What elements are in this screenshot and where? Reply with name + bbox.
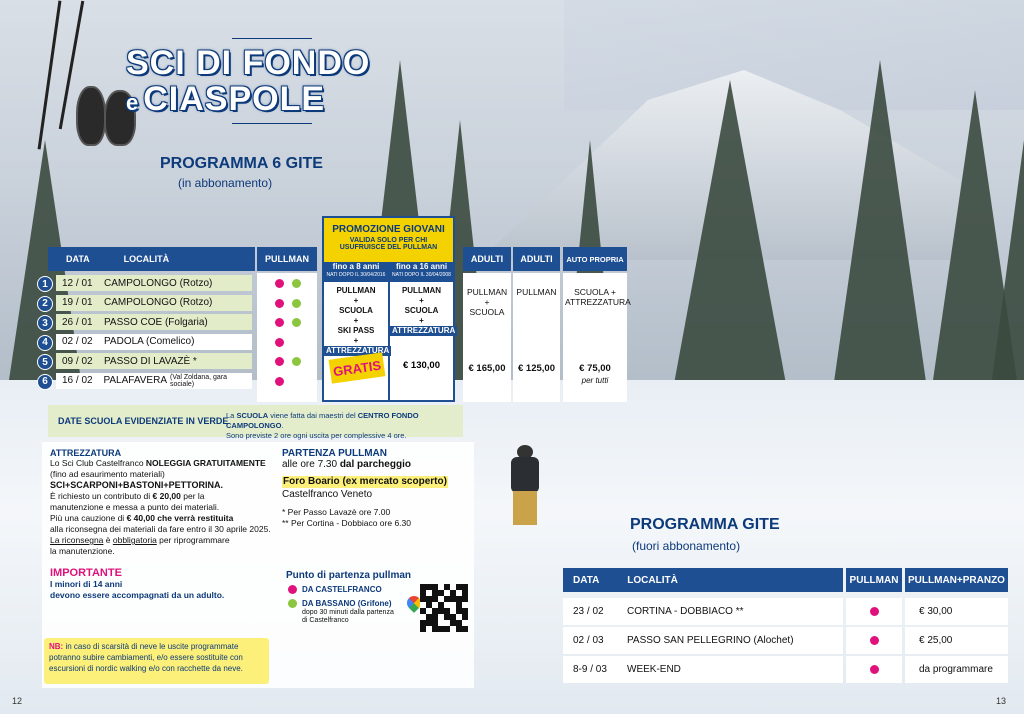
pullman-dot xyxy=(870,665,879,674)
page-number-right: 13 xyxy=(996,696,1007,706)
pullman-dot xyxy=(275,299,284,308)
nb-note xyxy=(44,638,269,684)
school-dot xyxy=(292,318,301,327)
row-date: 26 / 01 xyxy=(62,316,93,328)
table-row xyxy=(56,275,252,291)
plus: + xyxy=(353,316,359,325)
row-place: PASSO SAN PELLEGRINO (Alochet) xyxy=(627,635,794,646)
importante-l1: I minori di 14 anni xyxy=(50,579,123,589)
row-number-badge: 3 xyxy=(37,315,53,331)
price-cell: da programmare xyxy=(905,656,1008,683)
attrezzatura-title: ATTREZZATURA xyxy=(50,448,122,458)
partenza-title: PARTENZA PULLMAN xyxy=(282,448,387,459)
auto-price-note: per tutti xyxy=(581,376,609,385)
nr-line2: Sono previste 2 ore ogni uscita per complessive 4 ore. xyxy=(226,431,407,440)
importante-title: IMPORTANTE xyxy=(50,567,122,579)
promo-col1-l1: PULLMAN xyxy=(336,286,376,295)
promo-col1-l2: SCUOLA xyxy=(339,306,373,315)
row-date: 8-9 / 03 xyxy=(573,664,607,675)
school-note-left: DATE SCUOLA EVIDENZIATE IN VERDE xyxy=(58,416,229,426)
school-note-bar xyxy=(48,405,463,440)
attr-l2: (fino ad esaurimento materiali) xyxy=(50,469,165,479)
promo-sub2: USUFRUISCE DEL PULLMAN xyxy=(339,244,438,251)
adulti1-body: PULLMAN + SCUOLA xyxy=(467,287,508,317)
gratis-badge: GRATIS xyxy=(329,352,386,383)
nr-b1: SCUOLA xyxy=(236,411,269,420)
punto-p1-text: DA CASTELFRANCO xyxy=(302,585,382,594)
row-date: 12 / 01 xyxy=(62,277,93,289)
adulti2-column xyxy=(513,273,560,402)
partenza-section xyxy=(282,448,472,529)
header-pullman: PULLMAN xyxy=(257,247,317,271)
title-conj: e xyxy=(126,90,140,115)
adulti1-column xyxy=(463,273,511,402)
row-place: PASSO DI LAVAZÈ * xyxy=(104,355,197,367)
school-dot xyxy=(292,299,301,308)
pullman-column xyxy=(257,273,317,402)
header-adulti2: ADULTI xyxy=(513,247,560,271)
header-adulti1: ADULTI xyxy=(463,247,511,271)
auto-price: € 75,00 xyxy=(579,363,611,374)
pullman-cell xyxy=(846,627,902,654)
row-place-note: (Val Zoldana, gara sociale) xyxy=(169,373,228,388)
promo-col2-header xyxy=(390,262,453,282)
pink-dot xyxy=(288,585,297,594)
programma-gite-title: PROGRAMMA GITE xyxy=(630,516,780,533)
nr-b2: CENTRO FONDO CAMPOLONGO xyxy=(226,411,419,430)
row-date: 02 / 02 xyxy=(62,336,93,347)
row-place: WEEK-END xyxy=(627,664,681,675)
pullman-dot xyxy=(275,377,284,386)
row-number-badge: 1 xyxy=(37,276,53,292)
page-number-left: 12 xyxy=(12,696,23,706)
row-date: 02 / 03 xyxy=(573,635,604,646)
skier-figure xyxy=(505,445,545,525)
attr-l4-post: per la xyxy=(180,491,205,501)
attr-l5: manutenzione e messa a punto dei materiali. xyxy=(50,502,220,512)
punto-p2-rest: (Grifone) xyxy=(355,599,392,608)
promo-col1-body xyxy=(324,286,388,356)
partenza-l4: * Per Passo Lavazè ore 7.00 xyxy=(282,507,391,517)
partenza-l1-pre: alle ore 7.30 xyxy=(282,459,340,470)
pullman-cell xyxy=(846,598,902,625)
partenza-l3: Castelfranco Veneto xyxy=(282,489,373,500)
row-place: CAMPOLONGO (Rotzo) xyxy=(104,297,213,308)
attr-l8 xyxy=(50,535,290,546)
t2-header-pullman: PULLMAN xyxy=(846,568,902,592)
pullman-dot xyxy=(870,636,879,645)
promo-col2-l3: ATTREZZATURA xyxy=(392,326,456,335)
pullman-dot xyxy=(870,607,879,616)
adulti2-price: € 125,00 xyxy=(518,363,555,374)
importante-l2: devono essere accompagnati da un adulto. xyxy=(50,590,225,600)
table-row xyxy=(563,598,843,625)
plus: + xyxy=(353,336,359,345)
promo-title: PROMOZIONE GIOVANI xyxy=(332,224,445,235)
pullman-dot xyxy=(275,338,284,347)
nb-text: in caso di scarsità di neve le uscite programmate potranno subire cambiamenti, e/o essere sostituite con escursioni di nordic walking e/o con racchette da neve. xyxy=(49,642,243,673)
pullman-cell xyxy=(846,656,902,683)
t2-header-localita: LOCALITÀ xyxy=(627,574,678,586)
row-date: 09 / 02 xyxy=(62,355,93,367)
school-dot xyxy=(292,357,301,366)
attr-l8-u2: obbligatoria xyxy=(112,535,157,545)
title-rule xyxy=(232,123,312,124)
page-title-line1: SCI DI FONDO xyxy=(126,44,371,82)
header-auto: AUTO PROPRIA xyxy=(563,247,627,271)
plus: + xyxy=(419,316,424,325)
attr-l8-u1: La riconsegna xyxy=(50,535,104,545)
attr-l1-pre: Lo Sci Club Castelfranco xyxy=(50,458,146,468)
row-date: 23 / 02 xyxy=(573,606,604,617)
nr-pre: La xyxy=(226,411,237,420)
attr-l6-bold: € 40,00 che verrà restituita xyxy=(126,513,234,523)
promo-header xyxy=(324,218,453,262)
title-rule xyxy=(232,38,312,39)
programma6-subtitle: (in abbonamento) xyxy=(178,176,273,190)
row-number-badge: 5 xyxy=(37,354,53,370)
nr-end: . xyxy=(281,421,284,430)
table1-header xyxy=(48,247,255,271)
row-date: 19 / 01 xyxy=(62,297,93,308)
promo-col2-l1: PULLMAN xyxy=(401,286,442,295)
punto-p2-note2: di Castelfranco xyxy=(302,617,349,624)
title-line2-text: CIASPOLE xyxy=(143,80,326,118)
attr-l4 xyxy=(50,491,290,502)
partenza-l5: ** Per Cortina - Dobbiaco ore 6.30 xyxy=(282,518,411,528)
promo-col2-label: fino a 16 anni xyxy=(395,262,448,271)
header-localita: LOCALITÀ xyxy=(123,254,170,264)
promo-col2-note: NATI DOPO IL 30/04/2008 xyxy=(392,272,451,278)
attr-l7: alla riconsegna dei materiali da fare entro il 30 aprile 2025. xyxy=(50,524,271,534)
page-title-line2 xyxy=(126,80,325,119)
table-row xyxy=(56,314,252,330)
pullman-dot xyxy=(275,318,284,327)
row-place: PASSO COE (Folgaria) xyxy=(104,316,208,328)
t2-header-data: DATA xyxy=(573,574,600,586)
row-number-badge: 4 xyxy=(37,335,53,351)
school-note-right xyxy=(226,411,456,441)
attr-l8-mid: è xyxy=(103,535,113,545)
nr-mid: viene fatta dai maestri del xyxy=(268,411,358,420)
table-row xyxy=(56,295,252,311)
row-number-badge: 2 xyxy=(37,296,53,312)
row-place: CAMPOLONGO (Rotzo) xyxy=(104,277,213,289)
pullman-dot xyxy=(275,279,284,288)
table2-header xyxy=(563,568,843,592)
attr-l1-bold: NOLEGGIA GRATUITAMENTE xyxy=(145,458,266,468)
promo-col2-l2: SCUOLA xyxy=(404,306,439,315)
promo-col1-l4: ATTREZZATURA xyxy=(326,346,390,355)
promo-col1-l3: SKI PASS xyxy=(337,326,375,335)
row-date: 16 / 02 xyxy=(62,375,93,386)
price-cell: € 30,00 xyxy=(905,598,1008,625)
snowshoe-icon xyxy=(76,86,106,146)
header-data: DATA xyxy=(66,254,90,264)
promo-col2-price: € 130,00 xyxy=(403,360,440,371)
table-row xyxy=(56,334,252,350)
pullman-dot xyxy=(275,357,284,366)
attr-l6-pre: Più una cauzione di xyxy=(50,513,127,523)
auto-column xyxy=(563,273,631,402)
adulti1-price: € 165,00 xyxy=(468,363,506,374)
attr-l4-bold: € 20,00 xyxy=(152,491,181,501)
attr-l9: la manutenzione. xyxy=(50,546,115,556)
punto-title: Punto di partenza pullman xyxy=(286,570,412,581)
partenza-l2: Foro Boario (ex mercato scoperto) xyxy=(283,476,447,487)
auto-body: SCUOLA + ATTREZZATURA xyxy=(565,287,631,307)
row-number-badge: 6 xyxy=(37,374,53,390)
promo-giovani-box xyxy=(322,216,455,402)
price-cell: € 25,00 xyxy=(905,627,1008,654)
attrezzatura-section xyxy=(50,448,290,601)
punto-p2-bold: DA BASSANO xyxy=(302,599,356,608)
row-place: PADOLA (Comelico) xyxy=(104,336,195,347)
promo-sub1: VALIDA SOLO PER CHI xyxy=(349,237,428,244)
t2-header-pranzo: PULLMAN+PRANZO xyxy=(905,568,1008,592)
nb-key: NB: xyxy=(49,642,64,651)
table-row xyxy=(56,373,252,389)
green-dot xyxy=(288,599,297,608)
promo-col2-body xyxy=(390,286,456,336)
partenza-l1-bold: dal parcheggio xyxy=(339,459,411,470)
row-place: PALAFAVERA xyxy=(103,375,167,386)
table-row xyxy=(563,627,843,654)
promo-col1-note: NATI DOPO IL 30/04/2016 xyxy=(326,272,386,278)
plus: + xyxy=(419,296,424,305)
adulti2-body: PULLMAN xyxy=(516,287,557,297)
table-row xyxy=(563,656,843,683)
qr-code-icon[interactable] xyxy=(420,584,468,632)
school-dot xyxy=(292,279,301,288)
programma6-title: PROGRAMMA 6 GITE xyxy=(160,155,323,172)
promo-col1-header xyxy=(324,262,388,282)
attr-l8-post: per riprogrammare xyxy=(156,535,230,545)
programma-gite-subtitle: (fuori abbonamento) xyxy=(632,539,741,553)
row-place: CORTINA - DOBBIACO ** xyxy=(627,606,744,617)
partenza-l1 xyxy=(282,459,472,471)
attr-l3: SCI+SCARPONI+BASTONI+PETTORINA. xyxy=(50,480,223,490)
plus: + xyxy=(353,296,359,305)
attr-l6 xyxy=(50,513,290,524)
promo-col1-label: fino a 8 anni xyxy=(332,262,380,271)
punto-p2-note1: dopo 30 minuti dalla partenza xyxy=(302,609,394,616)
attr-l4-pre: È richiesto un contributo di xyxy=(50,491,153,501)
attr-l1 xyxy=(50,458,290,469)
table-row xyxy=(56,353,252,369)
